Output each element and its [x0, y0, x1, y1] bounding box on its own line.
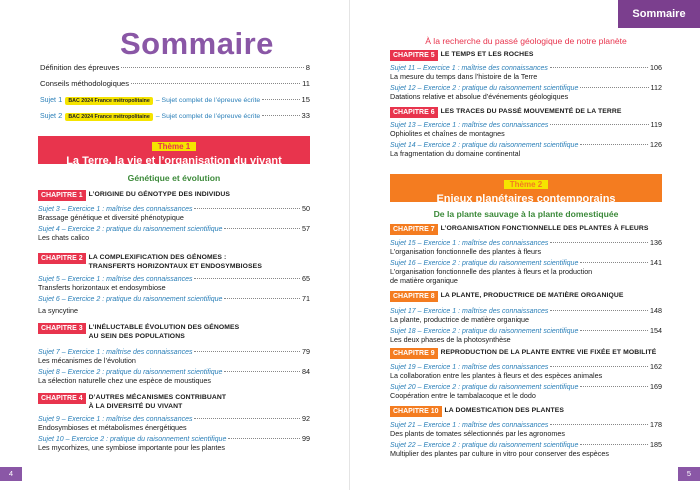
sujet-entry[interactable]: Sujet 10 – Exercice 2 : pratique du raisonnement scientifique 99 [38, 434, 310, 443]
sujet-entry[interactable]: Sujet 8 – Exercice 2 : pratique du raisonnement scientifique 84 [38, 367, 310, 376]
bac-badge: BAC 2024 France métropolitaine [65, 97, 153, 105]
chapter-label: CHAPITRE 5 [390, 50, 438, 61]
page-number-left: 4 [0, 467, 22, 481]
chapter-2: CHAPITRE 2 LA COMPLEXIFICATION DES GÉNOMES : TRANSFERTS HORIZONTAUX ET ENDOSYMBIOSES Sujet 5 – Exercice 1 : maîtrise des connaissances 65 Transferts horizontaux et endosymbiose Sujet 6 – Exercice 2 : pratique du raisonnement scientifique 71 La syncytine [38, 254, 310, 315]
chapter-6: CHAPITRE 6 LES TRACES DU PASSÉ MOUVEMENTÉ DE LA TERRE Sujet 13 – Exercice 1 : maîtrise des connaissances 119 Ophiolites et chaînes de montagnes Sujet 14 – Exercice 2 : pratique du raisonnement scientifique 126 La fragmentation du domaine continental [390, 108, 662, 158]
intro-list [40, 63, 310, 127]
chapter-5: CHAPITRE 5 LE TEMPS ET LES ROCHES Sujet 11 – Exercice 1 : maîtrise des connaissances 106 La mesure du temps dans l’histoire de la Terre Sujet 12 – Exercice 2 : pratique du raisonnement scientifique 112 Datations relative et absolue d’événements géologiques [390, 51, 662, 101]
page-title: Sommaire [120, 26, 274, 61]
toc-entry-sujet-2[interactable]: Sujet 2 BAC 2024 France métropolitaine – Sujet complet de l’épreuve écrite 33 [40, 111, 310, 120]
sujet-entry[interactable]: Sujet 5 – Exercice 1 : maîtrise des connaissances 65 [38, 274, 310, 283]
toc-entry-definitions[interactable]: Définition des épreuves 8 [40, 63, 310, 72]
chapter-label: CHAPITRE 10 [390, 406, 442, 417]
section-title: À la recherche du passé géologique de notre planète [425, 36, 627, 46]
sujet-entry[interactable]: Sujet 16 – Exercice 2 : pratique du raisonnement scientifique 141 [390, 258, 662, 267]
section-title: Génétique et évolution [127, 173, 221, 183]
chapter-7: CHAPITRE 7 L’ORGANISATION FONCTIONNELLE DES PLANTES À FLEURS Sujet 15 – Exercice 1 : maîtrise des connaissances 136 L’organisation fonctionnelle des plantes à fleurs Sujet 16 – Exercice 2 : pratique du raisonnement scientifique 141 L’organisation fonctionnelle des plantes à fleurs et la production de matière organique [390, 225, 662, 285]
sujet-entry[interactable]: Sujet 4 – Exercice 2 : pratique du raisonnement scientifique 57 [38, 224, 310, 233]
chapter-9: CHAPITRE 9 REPRODUCTION DE LA PLANTE ENTRE VIE FIXÉE ET MOBILITÉ Sujet 19 – Exercice 1 : maîtrise des connaissances 162 La collaboration entre les plantes à fleurs et des espèces animales Sujet 20 – Exercice 2 : pratique du raisonnement scientifique 169 Coopération entre le tambalacoque et le dodo [390, 349, 662, 400]
sujet-entry[interactable]: Sujet 13 – Exercice 1 : maîtrise des connaissances 119 [390, 120, 662, 129]
toc-entry-sujet-1[interactable]: Sujet 1 BAC 2024 France métropolitaine – Sujet complet de l’épreuve écrite 15 [40, 95, 310, 104]
sujet-entry[interactable]: Sujet 3 – Exercice 1 : maîtrise des connaissances 50 [38, 204, 310, 213]
sujet-entry[interactable]: Sujet 15 – Exercice 1 : maîtrise des connaissances 136 [390, 238, 662, 247]
chapter-label: CHAPITRE 1 [38, 190, 86, 201]
sujet-entry[interactable]: Sujet 18 – Exercice 2 : pratique du raisonnement scientifique 154 [390, 326, 662, 335]
sujet-entry[interactable]: Sujet 21 – Exercice 1 : maîtrise des connaissances 178 [390, 420, 662, 429]
chapter-label: CHAPITRE 4 [38, 393, 86, 404]
chapter-label: CHAPITRE 6 [390, 107, 438, 118]
sujet-entry[interactable]: Sujet 7 – Exercice 1 : maîtrise des connaissances 79 [38, 347, 310, 356]
sujet-entry[interactable]: Sujet 20 – Exercice 2 : pratique du raisonnement scientifique 169 [390, 382, 662, 391]
bac-badge: BAC 2024 France métropolitaine [65, 113, 153, 121]
right-page [350, 0, 700, 490]
theme-1-banner: Thème 1 La Terre, la vie et l’organisation du vivant [38, 136, 310, 164]
chapter-3: CHAPITRE 3 L’INÉLUCTABLE ÉVOLUTION DES GÉNOMES AU SEIN DES POPULATIONS Sujet 7 – Exercice 1 : maîtrise des connaissances 79 Les mécanismes de l’évolution Sujet 8 – Exercice 2 : pratique du raisonnement scientifique 84 La sélection naturelle chez une espèce de moustiques [38, 324, 310, 385]
sujet-entry[interactable]: Sujet 12 – Exercice 2 : pratique du raisonnement scientifique 112 [390, 83, 662, 92]
sujet-entry[interactable]: Sujet 14 – Exercice 2 : pratique du raisonnement scientifique 126 [390, 140, 662, 149]
chapter-label: CHAPITRE 7 [390, 224, 438, 235]
toc-entry-conseils[interactable]: Conseils méthodologiques 11 [40, 79, 310, 88]
chapter-label: CHAPITRE 3 [38, 323, 86, 334]
chapter-label: CHAPITRE 2 [38, 253, 86, 264]
theme-2-banner: Thème 2 Enjeux planétaires contemporains [390, 174, 662, 202]
section-title: De la plante sauvage à la plante domestiquée [433, 209, 619, 219]
sujet-entry[interactable]: Sujet 6 – Exercice 2 : pratique du raisonnement scientifique 71 [38, 294, 310, 303]
sujet-entry[interactable]: Sujet 11 – Exercice 1 : maîtrise des connaissances 106 [390, 63, 662, 72]
chapter-10: CHAPITRE 10 LA DOMESTICATION DES PLANTES Sujet 21 – Exercice 1 : maîtrise des connaissances 178 Des plants de tomates sélectionnés par les agronomes Sujet 22 – Exercice 2 : pratique du raisonnement scientifique 185 Multiplier des plantes par culture in vitro pour conserver des espèces [390, 407, 662, 458]
chapter-8: CHAPITRE 8 LA PLANTE, PRODUCTRICE DE MATIÈRE ORGANIQUE Sujet 17 – Exercice 1 : maîtrise des connaissances 148 La plante, productrice de matière organique Sujet 18 – Exercice 2 : pratique du raisonnement scientifique 154 Les deux phases de la photosynthèse [390, 292, 662, 344]
chapter-4: CHAPITRE 4 D’AUTRES MÉCANISMES CONTRIBUANT À LA DIVERSITÉ DU VIVANT Sujet 9 – Exercice 1 : maîtrise des connaissances 92 Endosymbioses et métabolismes énergétiques Sujet 10 – Exercice 2 : pratique du raisonnement scientifique 99 Les mycorhizes, une symbiose importante pour les plantes [38, 394, 310, 452]
chapter-label: CHAPITRE 9 [390, 348, 438, 359]
sujet-entry[interactable]: Sujet 19 – Exercice 1 : maîtrise des connaissances 162 [390, 362, 662, 371]
sujet-entry[interactable]: Sujet 22 – Exercice 2 : pratique du raisonnement scientifique 185 [390, 440, 662, 449]
chapter-1: CHAPITRE 1 L’ORIGINE DU GÉNOTYPE DES INDIVIDUS Sujet 3 – Exercice 1 : maîtrise des connaissances 50 Brassage génétique et diversité phénotypique Sujet 4 – Exercice 2 : pratique du raisonnement scientifique 57 Les chats calico [38, 191, 310, 242]
chapter-label: CHAPITRE 8 [390, 291, 438, 302]
sommaire-tab: Sommaire [618, 0, 700, 28]
sujet-entry[interactable]: Sujet 9 – Exercice 1 : maîtrise des connaissances 92 [38, 414, 310, 423]
page-number-right: 5 [678, 467, 700, 481]
sujet-entry[interactable]: Sujet 17 – Exercice 1 : maîtrise des connaissances 148 [390, 306, 662, 315]
